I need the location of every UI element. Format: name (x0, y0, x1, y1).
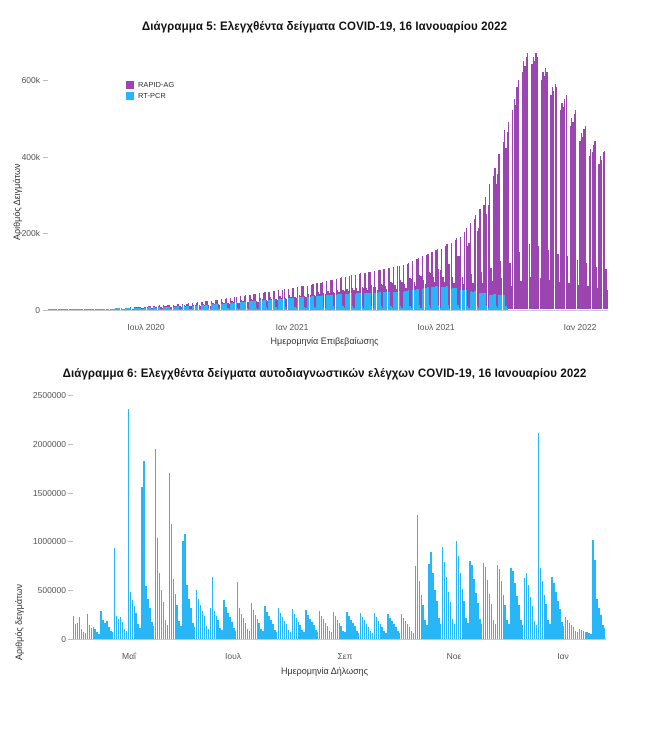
chart-6-baseline (73, 639, 606, 640)
chart-6-ytick-0: 0 (61, 634, 66, 644)
chart-6-xtick-4: Ιαν (557, 651, 569, 661)
chart-5-title: Διάγραμμα 5: Ελεγχθέντα δείγματα COVID-19, 16 Ιανουαρίου 2022 (141, 21, 508, 33)
chart-6-ytick-1: 500000 (37, 585, 66, 596)
chart-6-y-axis-title: Αριθμός δειγμάτων (14, 583, 24, 660)
chart-6-xtick-1: Ιουλ (225, 651, 241, 661)
chart-5-ytick-2: 400k (21, 151, 40, 162)
chart-5-ytick-0: 0 (35, 305, 40, 315)
chart-5-x-axis-title: Ημερομηνία Επιβεβαίωσης (270, 336, 379, 346)
chart-6-ytick-3: 1500000 (32, 487, 66, 498)
chart-5-baseline (48, 310, 608, 311)
chart-6-x-axis-title: Ημερομηνία Δήλωσης (280, 666, 369, 676)
chart-5-xtick-0: Ιουλ 2020 (127, 322, 165, 332)
chart-5-ytick-3: 600k (21, 75, 40, 86)
chart-5-xtick-2: Ιουλ 2021 (417, 322, 455, 332)
chart-6-title: Διάγραμμα 6: Ελεγχθέντα δείγματα αυτοδιαγνωστικών ελέγχων COVID-19, 16 Ιανουαρίου 2022 (62, 368, 587, 380)
chart-5-bar-rapidag (236, 297, 237, 303)
chart-6-ytick-2: 1000000 (32, 536, 66, 547)
chart-6-ytick-4: 2000000 (32, 438, 66, 449)
chart-6-xtick-3: Νοε (446, 651, 462, 661)
chart-6-xtick-2: Σεπ (337, 651, 353, 661)
legend-item-rapid-ag (126, 80, 174, 89)
chart-5-xtick-1: Ιαν 2021 (275, 322, 309, 332)
chart-6-bar (604, 628, 605, 639)
legend-swatch-rapid-ag (126, 81, 134, 89)
chart-5-bar-rapidag (216, 300, 217, 304)
chart-5-xtick-3: Ιαν 2022 (563, 322, 597, 332)
legend-label-rt-pcr: RT-PCR (138, 91, 166, 100)
chart-5-bar-rapidag (607, 290, 608, 310)
chart-6-plot-area (73, 395, 606, 639)
chart-6-ytick-5: 2500000 (32, 390, 66, 400)
chart-5-ytick-1: 200k (21, 228, 40, 239)
chart-6-container (0, 360, 649, 739)
chart-5-container (0, 0, 649, 360)
legend-label-rapid-ag: RAPID-AG (138, 80, 175, 89)
chart-5-legend (126, 80, 174, 102)
chart-5-y-axis-title: Αριθμός Δειγμάτων (12, 163, 22, 240)
chart-6-xtick-0: Μαΐ (122, 651, 136, 661)
legend-swatch-rt-pcr (126, 92, 134, 100)
legend-item-rt-pcr (126, 91, 174, 100)
chart-5-bar-rapidag (226, 298, 227, 303)
